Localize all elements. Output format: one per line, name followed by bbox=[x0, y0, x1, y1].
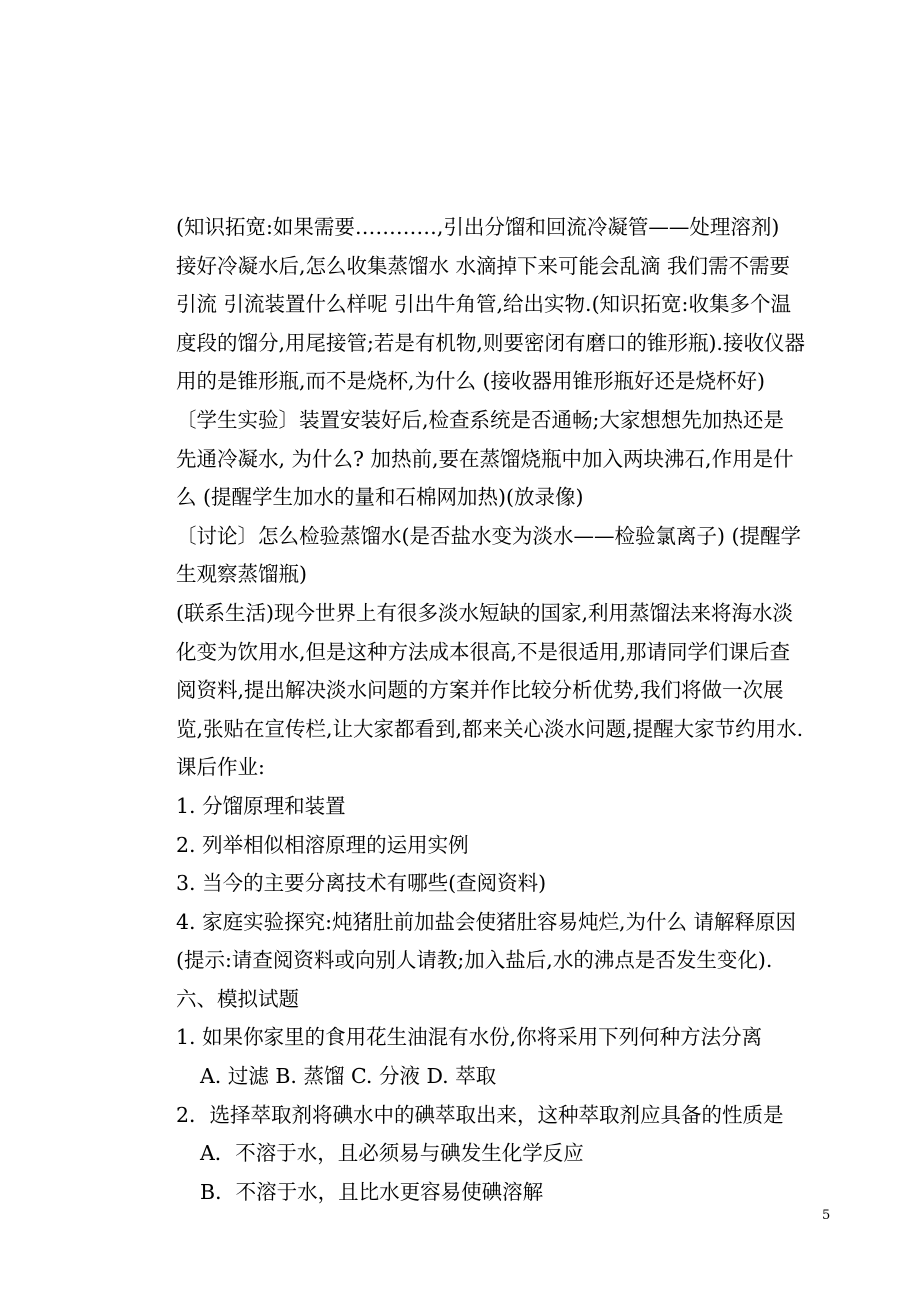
text-line: (提示:请查阅资料或向别人请教;加入盐后,水的沸点是否发生变化). bbox=[176, 948, 773, 973]
text-line: 〔学生实验〕装置安装好后,检查系统是否通畅;大家想想先加热还是 bbox=[176, 407, 784, 432]
answer-option: A．不溶于水，且必须易与碘发生化学反应 bbox=[200, 1141, 584, 1166]
text-line: 阅资料,提出解决淡水问题的方案并作比较分析优势,我们将做一次展 bbox=[176, 678, 784, 703]
text-line: 化变为饮用水,但是这种方法成本很高,不是很适用,那请同学们课后查 bbox=[176, 639, 791, 664]
homework-item: 3. 当今的主要分离技术有哪些(查阅资料) bbox=[176, 871, 547, 896]
page-number: 5 bbox=[822, 1208, 831, 1223]
text-line: 么 (提醒学生加水的量和石棉网加热)(放录像) bbox=[176, 485, 584, 510]
body-text bbox=[176, 208, 840, 1211]
text-line: 〔讨论〕怎么检验蒸馏水(是否盐水变为淡水——检验氯离子) (提醒学 bbox=[176, 523, 802, 548]
text-line: 度段的馏分,用尾接管;若是有机物,则要密闭有磨口的锥形瓶).接收仪器 bbox=[176, 330, 805, 355]
text-line: 引流 引流装置什么样呢 引出牛角管,给出实物.(知识拓宽:收集多个温 bbox=[176, 292, 791, 317]
text-line: (知识拓宽:如果需要…………,引出分馏和回流冷凝管——处理溶剂) bbox=[176, 215, 780, 239]
answer-option: B．不溶于水，且比水更容易使碘溶解 bbox=[200, 1179, 544, 1204]
homework-heading: 课后作业: bbox=[176, 755, 265, 780]
text-line: (联系生活)现今世界上有很多淡水短缺的国家,利用蒸馏法来将海水淡 bbox=[176, 600, 794, 625]
section-heading: 六、模拟试题 bbox=[176, 986, 299, 1011]
text-line: 先通冷凝水, 为什么? 加热前,要在蒸馏烧瓶中加入两块沸石,作用是什 bbox=[176, 446, 794, 471]
text-line: 览,张贴在宣传栏,让大家都看到,都来关心淡水问题,提醒大家节约用水. bbox=[176, 716, 804, 741]
question: 2．选择萃取剂将碘水中的碘萃取出来，这种萃取剂应具备的性质是 bbox=[176, 1102, 784, 1127]
answer-options: A. 过滤 B. 蒸馏 C. 分液 D. 萃取 bbox=[200, 1064, 497, 1089]
question: 1. 如果你家里的食用花生油混有水份,你将采用下列何种方法分离 bbox=[176, 1025, 763, 1050]
text-line: 生观察蒸馏瓶) bbox=[176, 562, 307, 587]
homework-item: 1. 分馏原理和装置 bbox=[176, 793, 346, 818]
text-line: 接好冷凝水后,怎么收集蒸馏水 水滴掉下来可能会乱滴 我们需不需要 bbox=[176, 253, 791, 278]
homework-item: 2. 列举相似相溶原理的运用实例 bbox=[176, 832, 469, 857]
homework-item: 4. 家庭实验探究:炖猪肚前加盐会使猪肚容易炖烂,为什么 请解释原因 bbox=[176, 909, 797, 934]
text-line: 用的是锥形瓶,而不是烧杯,为什么 (接收器用锥形瓶好还是烧杯好) bbox=[176, 369, 766, 394]
